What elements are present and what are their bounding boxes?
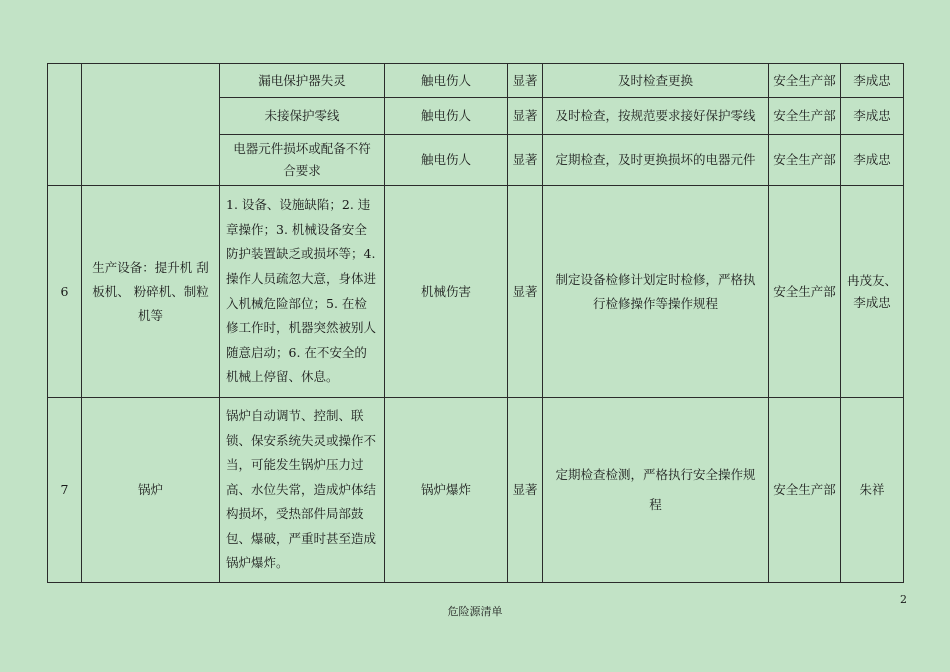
page-number: 2 bbox=[900, 593, 907, 606]
hazard-cell: 1. 设备、设施缺陷；2. 违章操作；3. 机械设备安全防护装置缺乏或损坏等；4. 操作人员疏忽大意，身体进入机械危险部位；5. 在检修工作时，机器突然被别人随意启动；6. 在不安全的机械上停留、休息。 bbox=[220, 186, 385, 398]
footer-title: 危险源清单 bbox=[447, 605, 503, 618]
row-number: 7 bbox=[48, 398, 82, 583]
accident-cell: 触电伤人 bbox=[385, 135, 508, 186]
responsible-cell: 朱祥 bbox=[841, 398, 904, 583]
level-cell: 显著 bbox=[508, 186, 543, 398]
hazard-cell: 未接保护零线 bbox=[220, 98, 385, 135]
measures-cell: 及时检查，按规范要求接好保护零线 bbox=[543, 98, 769, 135]
table-row bbox=[48, 398, 904, 583]
department-cell: 安全生产部 bbox=[769, 64, 841, 98]
equipment-cell: 生产设备：提升机 刮板机、 粉碎机、制粒机等 bbox=[82, 186, 220, 398]
department-cell: 安全生产部 bbox=[769, 98, 841, 135]
level-cell: 显著 bbox=[508, 135, 543, 186]
hazard-cell: 锅炉自动调节、控制、联锁、保安系统失灵或操作不当，可能发生锅炉压力过高、水位失常，造成炉体结构损坏，受热部件局部鼓包、爆破，严重时甚至造成锅炉爆炸。 bbox=[220, 398, 385, 583]
department-cell: 安全生产部 bbox=[769, 398, 841, 583]
responsible-cell: 李成忠 bbox=[841, 64, 904, 98]
responsible-cell: 冉茂友、李成忠 bbox=[841, 186, 904, 398]
measures-cell: 及时检查更换 bbox=[543, 64, 769, 98]
hazard-cell: 电器元件损坏或配备不符合要求 bbox=[220, 135, 385, 186]
accident-cell: 触电伤人 bbox=[385, 98, 508, 135]
accident-cell: 触电伤人 bbox=[385, 64, 508, 98]
row-number bbox=[48, 64, 82, 186]
responsible-cell: 李成忠 bbox=[841, 135, 904, 186]
hazard-cell: 漏电保护器失灵 bbox=[220, 64, 385, 98]
table-row bbox=[48, 186, 904, 398]
hazard-table bbox=[47, 63, 904, 583]
department-cell: 安全生产部 bbox=[769, 186, 841, 398]
equipment-cell bbox=[82, 64, 220, 186]
responsible-cell: 李成忠 bbox=[841, 98, 904, 135]
accident-cell: 锅炉爆炸 bbox=[385, 398, 508, 583]
level-cell: 显著 bbox=[508, 98, 543, 135]
equipment-cell: 锅炉 bbox=[82, 398, 220, 583]
measures-cell: 制定设备检修计划定时检修，严格执行检修操作等操作规程 bbox=[543, 186, 769, 398]
measures-cell: 定期检查，及时更换损坏的电器元件 bbox=[543, 135, 769, 186]
level-cell: 显著 bbox=[508, 64, 543, 98]
level-cell: 显著 bbox=[508, 398, 543, 583]
department-cell: 安全生产部 bbox=[769, 135, 841, 186]
measures-cell: 定期检查检测，严格执行安全操作规程 bbox=[543, 398, 769, 583]
table-row bbox=[48, 64, 904, 98]
accident-cell: 机械伤害 bbox=[385, 186, 508, 398]
row-number: 6 bbox=[48, 186, 82, 398]
